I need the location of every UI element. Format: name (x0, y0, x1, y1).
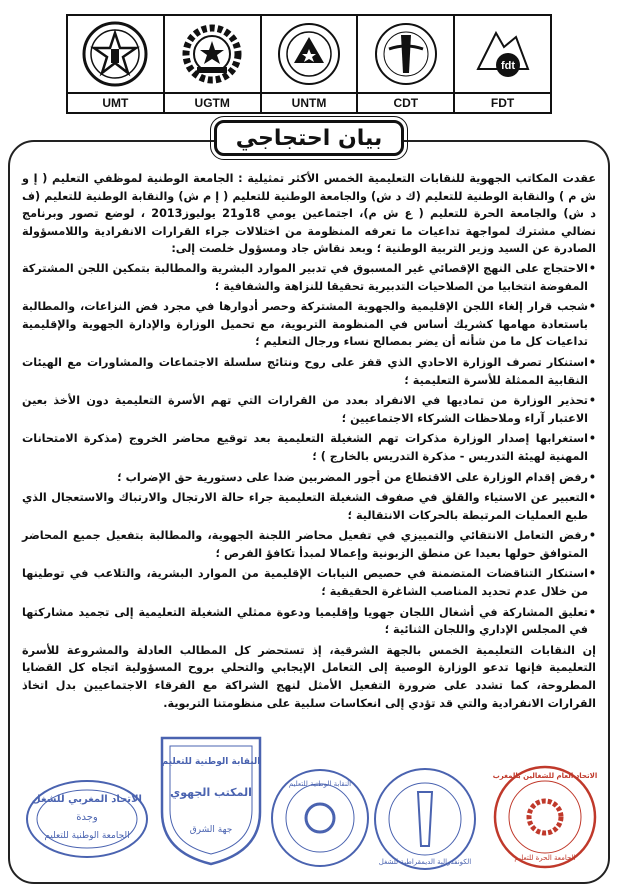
svg-text:fdt: fdt (500, 60, 515, 72)
untm-logo-icon (262, 16, 357, 92)
list-item: • التعبير عن الاستياء والقلق في صفوف الشغيلة التعليمية جراء حالة الارتجال والارتباك والاستعجال الذي طبع العمليات المرتبطة بالحركات الانتقالية ؛ (22, 489, 596, 524)
stamp-text: الاتحاد العام للشغالين بالمغرب (492, 772, 598, 780)
list-item: • استنكار تصرف الوزارة الاحادي الذي قفز على روح ونتائج سلسلة الاجتماعات والمشاورات مع الهيئات النقابية الممثلة للأسرة التعليمية ؛ (22, 354, 596, 389)
statement-body (22, 170, 596, 714)
stamp-text: المكتب الجهوي (170, 786, 252, 799)
snt-circle-stamp-icon (268, 766, 372, 870)
logo-cell-fdt (453, 16, 550, 112)
intro-paragraph: عقدت المكاتب الجهوية للنقابات التعليمية الخمس الأكثر تمثيلية : الجامعة الوطنية لموظفي التعليم ( إ و ش م ) والنقابة الوطنية للتعليم (ك د ش) والجامعة الوطنية للتعليم ( إ م ش) والنقابة الوطنية للتعليم (ف د ش) والجامعة الحرة للتعليم ( ع ش م)، اجتماعين يومي 18و21 يوليوز2013 ، لوضع تصور وبرنامج نضالي مشترك لمواجهة تداعيات ما تعرفه المنظومة من اختلالات جراء القرارات الانفرادية واللامسؤولة الصادرة عن السيد وزير التربية الوطنية ؛ وبعد نقاش جاد ومسؤول خلصت إلى: (22, 172, 596, 256)
ugtm-stamp-icon (490, 760, 600, 874)
cdt-stamp-icon (370, 764, 480, 874)
title-box (214, 120, 404, 156)
union-logos-banner (66, 14, 552, 114)
logo-label: UNTM (262, 92, 357, 112)
logo-label: FDT (455, 92, 550, 112)
list-item: • استغرابها إصدار الوزارة مذكرات تهم الشغيلة التعليمية بعد توقيع محاضر الخروج (مذكرة الامتحانات المهنية لهيئة التدريس - مذكرة التدريس بالخارج ) ؛ (22, 430, 596, 465)
logo-cell-umt (68, 16, 163, 112)
stamp-text: الجامعة الحرة للتعليم (514, 854, 576, 862)
points-list (22, 260, 596, 639)
stamp-text: الجامعة الوطنية للتعليم (44, 831, 130, 841)
stamp-text: الاتحاد المغربي للشغل (32, 794, 142, 805)
list-item: • تحذير الوزارة من تماديها في الانفراد بعدد من القرارات التي تهم الأسرة التعليمية دون الأخذ بعين الاعتبار آراء وملاحظات الشركاء الاجتماعيين ؛ (22, 392, 596, 427)
logo-label: UMT (68, 92, 163, 112)
umt-logo-icon (68, 16, 163, 92)
ugtm-logo-icon (165, 16, 260, 92)
logo-cell-untm (260, 16, 357, 112)
list-item: • شجب قرار إلغاء اللجن الإقليمية والجهوية المشتركة وحصر أدوارها في مجرد فض النزاعات، والمطالبة باستعادة مهامها كشريك أساس في المنظومة التربوية، مع تحميل الوزارة والإدارة الجهوية والإقليمية تداعيات كل ما من شأنه أن يضر بمصالح نساء ورجال التعليم ؛ (22, 298, 596, 351)
cdt-logo-icon (358, 16, 453, 92)
list-item: • رفض التعامل الانتقائي والتمييزي في تفعيل محاضر اللجنة الجهوية، والمطالبة بتفعيل جميع المحاضر المتوافق حولها بعيدا عن منطق الزبونية وإعمالا لمبدأ تكافؤ الفرص ؛ (22, 527, 596, 562)
list-item: • الاحتجاج على النهج الإقصائي غير المسبوق في تدبير الموارد البشرية والمطالبة بتمكين اللجن المشتركة المفوضة انتخابيا من الصلاحيات التدبيرية تحقيقا للنزاهة والشفافية ؛ (22, 260, 596, 295)
logo-label: CDT (358, 92, 453, 112)
closing-paragraph: إن النقابات التعليمية الخمس بالجهة الشرقية، إذ تستحضر كل المطالب العادلة والمشروعة للأسرة التعليمية فإنها تدعو الوزارة الوصية إلى التعامل الإيجابي والتحلي بروح المسؤولية اتجاه كل القضايا المطروحة، كما تشدد على ضرورة التفعيل الأمثل لنهج الشراكة مع الفرقاء الاجتماعيين بدل اتخاذ القرارات الانفرادية والتي قد تؤدي إلى انعكاسات سلبية على منظومتنا التربوية. (22, 643, 596, 710)
list-item: • استنكار التناقضات المتضمنة في حصيص النيابات الإقليمية من الموارد البشرية، والتلاعب في توطينها من خلال عدم تحديد المناصب الشاغرة الحقيقية ؛ (22, 565, 596, 600)
umt-stamp-icon (22, 774, 152, 864)
stamp-text: النقابة الوطنية للتعليم (161, 757, 261, 767)
stamp-text: جهة الشرق (189, 825, 233, 835)
page-title: بيان احتجاجي (235, 125, 383, 151)
stamp-text: النقابة الوطنية للتعليم (288, 780, 352, 788)
logo-cell-ugtm (163, 16, 260, 112)
stamp-text: وجدة (76, 812, 98, 823)
stamps-area (18, 757, 600, 880)
list-item: • رفض إقدام الوزارة على الاقتطاع من أجور المضربين ضدا على دستورية حق الإضراب ؛ (22, 469, 596, 487)
snt-shield-stamp-icon (156, 730, 266, 870)
fdt-logo-icon (455, 16, 550, 92)
logo-cell-cdt (356, 16, 453, 112)
list-item: • تعليق المشاركة في أشغال اللجان جهويا وإقليميا ودعوة ممثلي الشغيلة التعليمية إلى تجميد مشاركتها في المجلس الإداري واللجان الثنائية ؛ (22, 604, 596, 639)
logo-label: UGTM (165, 92, 260, 112)
stamp-text: الكونفدرالية الديمقراطية للشغل (378, 858, 472, 866)
